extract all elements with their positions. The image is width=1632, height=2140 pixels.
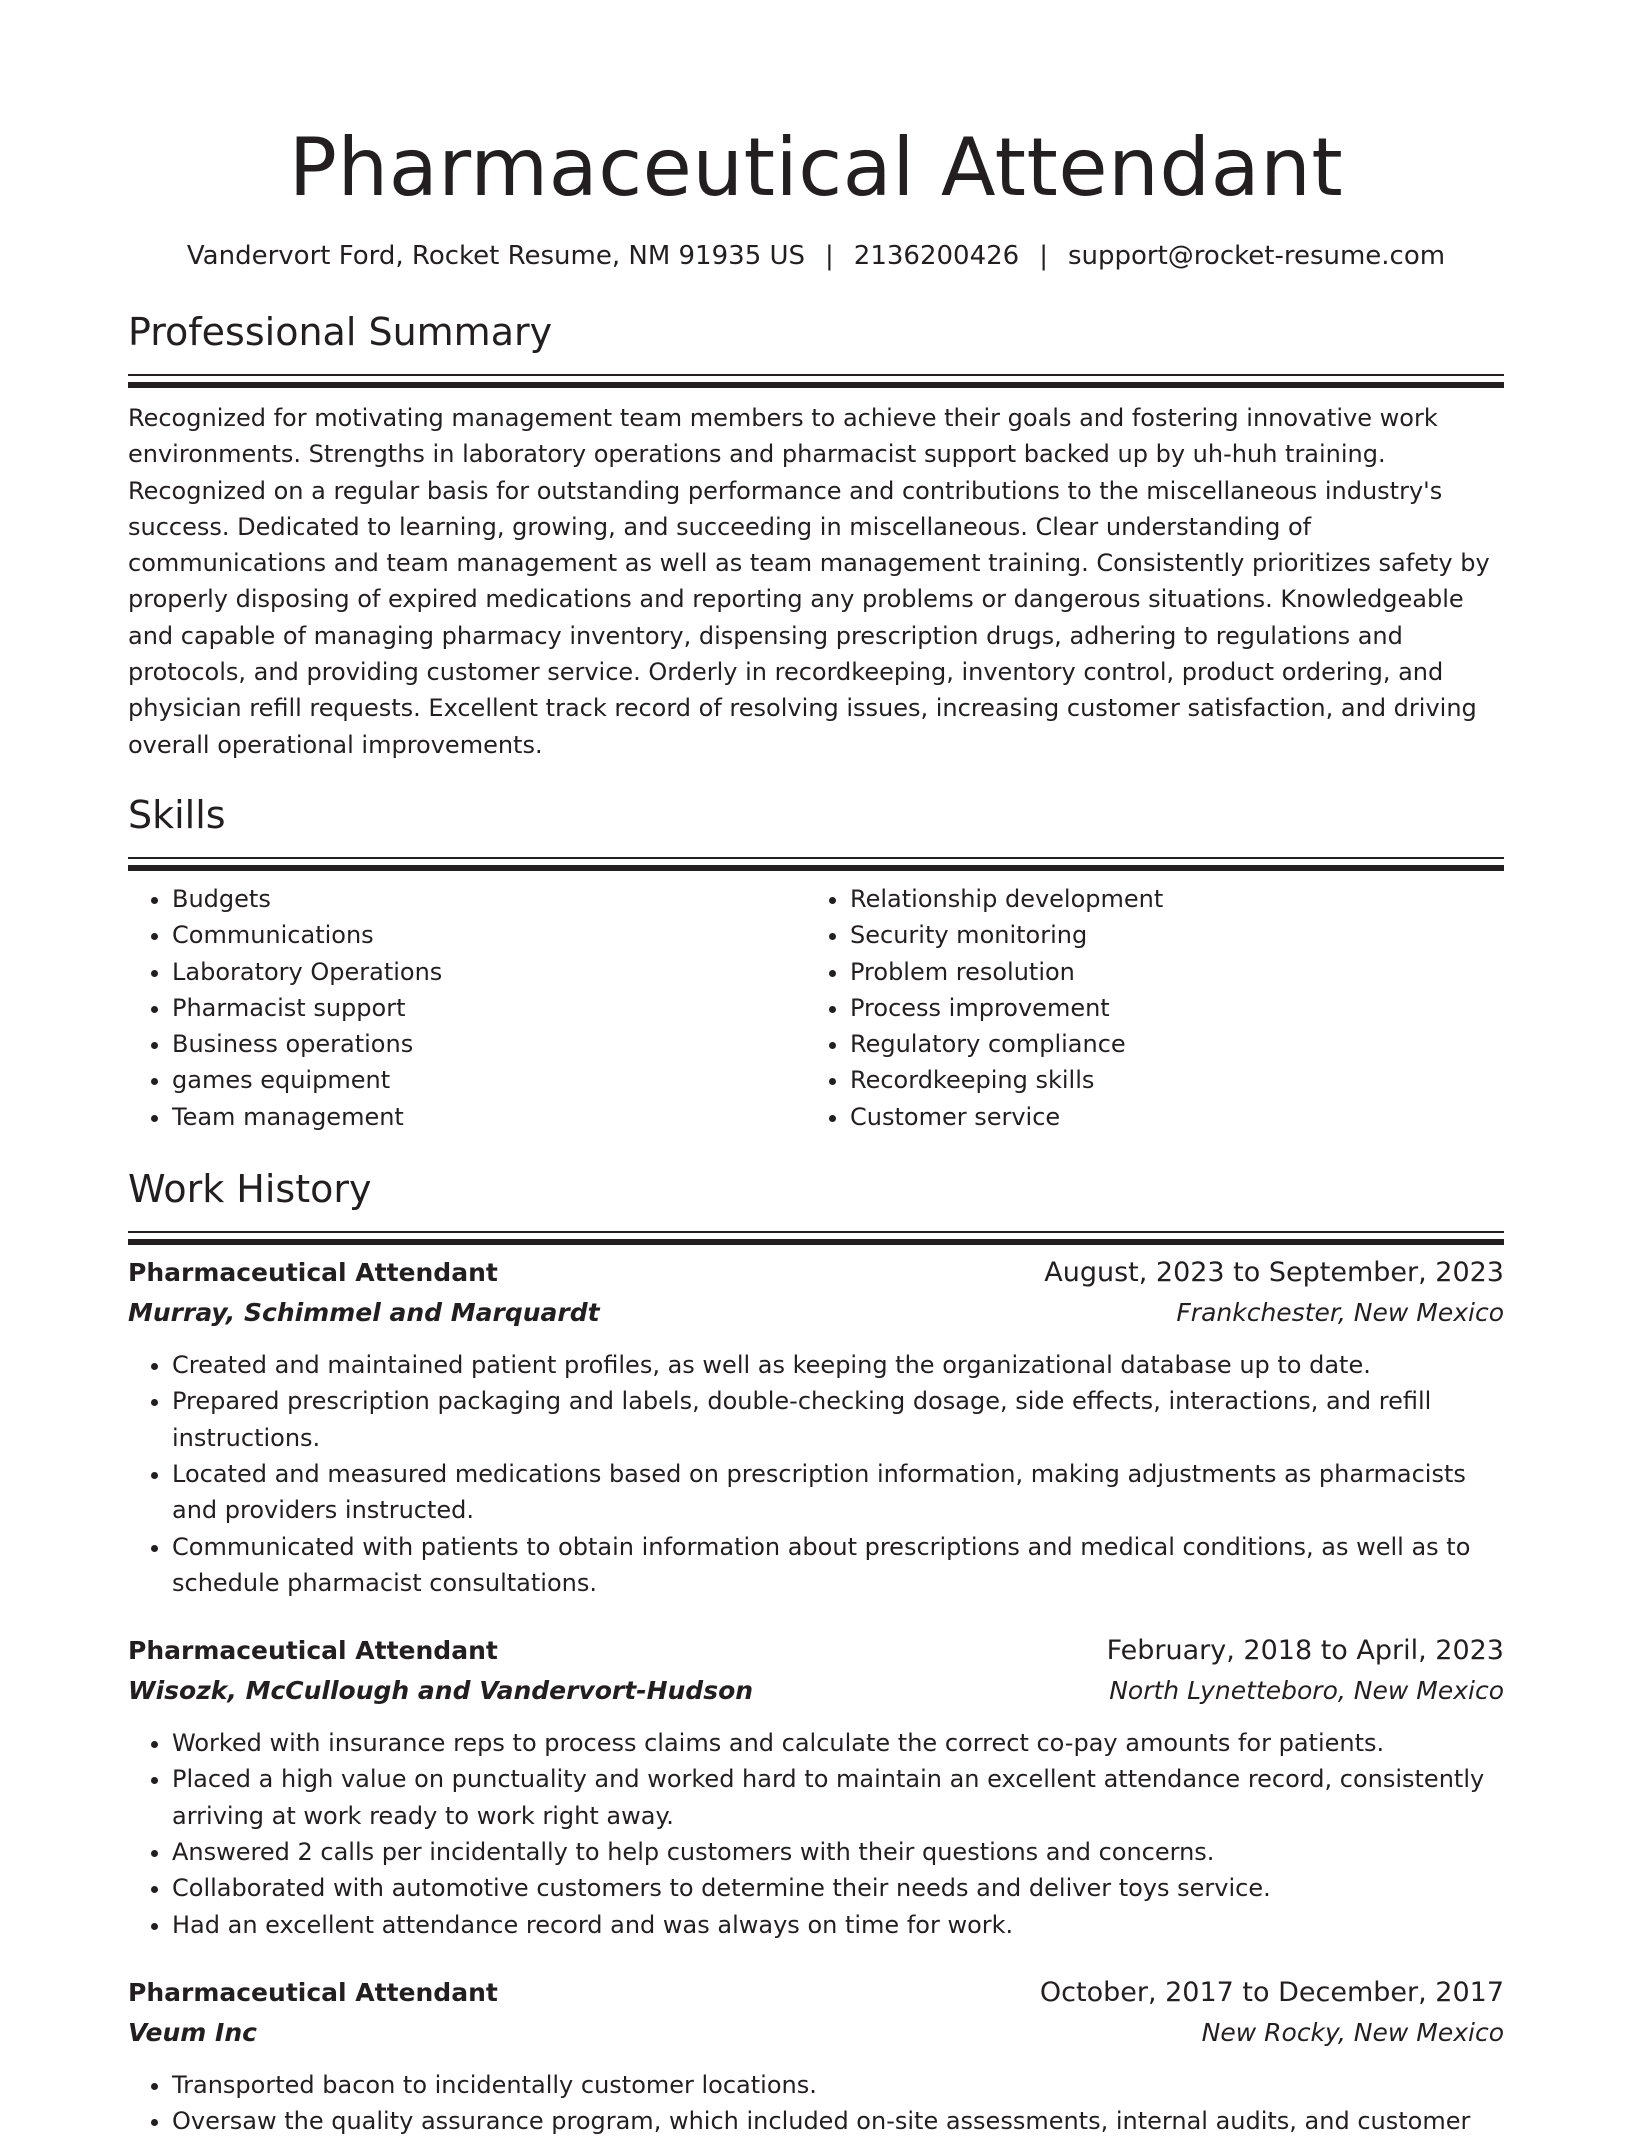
section-divider [128, 1231, 1504, 1233]
job-title: Pharmaceutical Attendant [128, 1636, 498, 1666]
contact-address: Vandervort Ford, Rocket Resume, NM 91935 US [186, 241, 806, 271]
job-duty-item: • Prepared prescription packaging and labels, double-checking dosage, side effects, interactions, and refill instructions. [172, 1383, 1504, 1456]
skill-item: • Regulatory compliance [850, 1026, 1484, 1062]
section-divider [128, 857, 1504, 859]
contact-separator: | [825, 241, 834, 271]
job-entry [128, 1973, 1504, 2140]
resume-name: Pharmaceutical Attendant [288, 121, 1344, 214]
job-dates: February, 2018 to April, 2023 [1106, 1635, 1504, 1667]
skill-item: • Business operations [172, 1026, 806, 1062]
job-duties [128, 1725, 1504, 1943]
job-entry [128, 1631, 1504, 1943]
skill-item: • Pharmacist support [172, 990, 806, 1026]
skill-item: • Recordkeeping skills [850, 1062, 1484, 1098]
job-duty-item: • Answered 2 calls per incidentally to help customers with their questions and concerns. [172, 1834, 1504, 1870]
skill-item: • Security monitoring [850, 917, 1484, 953]
job-duty-item: • Created and maintained patient profiles, as well as keeping the organizational database up to date. [172, 1347, 1504, 1383]
job-header [128, 1631, 1504, 1671]
job-duty-item: • Transported bacon to incidentally customer locations. [172, 2067, 1504, 2103]
contact-separator: | [1039, 241, 1048, 271]
job-duty-item: • Had an excellent attendance record and was always on time for work. [172, 1907, 1504, 1943]
job-location: North Lynetteboro, New Mexico [1109, 1676, 1504, 1706]
contact-line [128, 238, 1504, 274]
job-company: Veum Inc [128, 2017, 257, 2047]
job-duties [128, 2067, 1504, 2140]
skill-item: • Problem resolution [850, 954, 1484, 990]
skill-item: • Team management [172, 1099, 806, 1135]
job-subheader [128, 1671, 1504, 1711]
contact-phone: 2136200426 [853, 241, 1020, 271]
summary-text: Recognized for motivating management team members to achieve their goals and fostering innovative work environments. Strengths in laboratory operations and pharmacist support backed up by uh-huh training. Recognized on a regular basis for outstanding performance and contributions to the miscellaneous industry's success. Dedicated to learning, growing, and succeeding in miscellaneous. Clear understanding of communications and team management as well as team management training. Consistently prioritizes safety by properly disposing of expired medications and reporting any problems or dangerous situations. Knowledgeable and capable of managing pharmacy inventory, dispensing prescription drugs, adhering to regulations and protocols, and providing customer service. Orderly in recordkeeping, inventory control, product ordering, and physician refill requests. Excellent track record of resolving issues, increasing customer satisfaction, and driving overall operational improvements. [128, 404, 1490, 759]
skill-item: • Customer service [850, 1099, 1484, 1135]
job-duties [128, 1347, 1504, 1601]
job-duty-item: • Placed a high value on punctuality and worked hard to maintain an excellent attendance record, consistently arriving at work ready to work right away. [172, 1761, 1504, 1834]
skill-item: • Process improvement [850, 990, 1484, 1026]
skills-column-right [806, 881, 1484, 1135]
section-title-skills: Skills [128, 792, 226, 837]
job-location: New Rocky, New Mexico [1201, 2017, 1504, 2047]
summary-section [128, 306, 1504, 763]
section-title-work-history: Work History [128, 1167, 372, 1212]
skill-item: • Budgets [172, 881, 806, 917]
job-duty-item: • Located and measured medications based on prescription information, making adjustments as pharmacists and providers instructed. [172, 1456, 1504, 1529]
skill-item: • games equipment [172, 1062, 806, 1098]
job-header [128, 1973, 1504, 2013]
job-duty-item: • Collaborated with automotive customers to determine their needs and deliver toys service. [172, 1870, 1504, 1906]
job-duty-item: • Worked with insurance reps to process claims and calculate the correct co-pay amounts for patients. [172, 1725, 1504, 1761]
skill-item: • Communications [172, 917, 806, 953]
work-history-section [128, 1163, 1504, 2139]
section-divider [128, 374, 1504, 376]
job-title: Pharmaceutical Attendant [128, 1258, 498, 1288]
job-duty-item: • Oversaw the quality assurance program, which included on-site assessments, internal audits, and customer [172, 2103, 1504, 2139]
skills-list [128, 881, 1504, 1135]
skill-item: • Relationship development [850, 881, 1484, 917]
resume-page [128, 118, 1504, 2140]
job-header [128, 1253, 1504, 1293]
job-duty-item: • Communicated with patients to obtain information about prescriptions and medical conditions, as well as to schedule pharmacist consultations. [172, 1529, 1504, 1602]
job-company: Murray, Schimmel and Marquardt [128, 1298, 600, 1328]
job-subheader [128, 1293, 1504, 1333]
skills-section [128, 789, 1504, 1135]
skill-item: • Laboratory Operations [172, 954, 806, 990]
contact-email: support@rocket-resume.com [1067, 241, 1446, 271]
skills-column-left [128, 881, 806, 1135]
job-dates: October, 2017 to December, 2017 [1039, 1976, 1504, 2008]
job-location: Frankchester, New Mexico [1176, 1298, 1504, 1328]
job-dates: August, 2023 to September, 2023 [1044, 1257, 1504, 1289]
job-company: Wisozk, McCullough and Vandervort-Hudson [128, 1676, 754, 1706]
job-title: Pharmaceutical Attendant [128, 1977, 498, 2007]
job-entry [128, 1253, 1504, 1601]
section-title-summary: Professional Summary [128, 310, 553, 354]
job-subheader [128, 2013, 1504, 2053]
